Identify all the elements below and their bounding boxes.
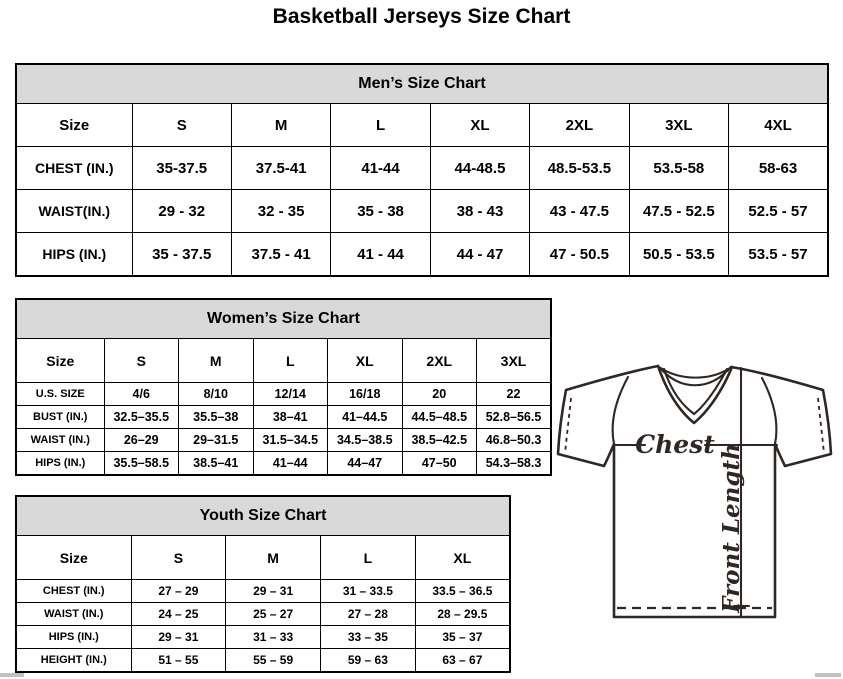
size-cell: 29–31.5 bbox=[179, 429, 254, 452]
chest-label: Chest bbox=[635, 430, 715, 459]
sleeve-stitch-left bbox=[565, 398, 571, 453]
row-label: WAIST (IN.) bbox=[16, 603, 131, 626]
size-cell: 37.5 - 41 bbox=[231, 233, 330, 277]
size-cell: 38.5–41 bbox=[179, 452, 254, 476]
row-label: BUST (IN.) bbox=[16, 406, 104, 429]
table-row bbox=[16, 429, 551, 452]
size-cell: 27 – 28 bbox=[321, 603, 416, 626]
row-label: CHEST (IN.) bbox=[16, 580, 131, 603]
collar-v-inner bbox=[664, 369, 727, 414]
size-cell: 50.5 - 53.5 bbox=[629, 233, 728, 277]
armhole-seam-right bbox=[762, 378, 776, 444]
row-label: U.S. SIZE bbox=[16, 383, 104, 406]
scrollbar-fragment-left[interactable] bbox=[0, 673, 24, 677]
size-cell: 44.5–48.5 bbox=[402, 406, 477, 429]
size-cell: 32 - 35 bbox=[231, 190, 330, 233]
column-header: L bbox=[321, 536, 416, 580]
column-header: S bbox=[131, 536, 226, 580]
table-title: Women’s Size Chart bbox=[16, 299, 551, 339]
size-cell: 33.5 – 36.5 bbox=[415, 580, 510, 603]
row-label: WAIST (IN.) bbox=[16, 429, 104, 452]
size-cell: 41 - 44 bbox=[331, 233, 430, 277]
size-cell: 35.5–58.5 bbox=[104, 452, 179, 476]
column-header: XL bbox=[415, 536, 510, 580]
scrollbar-fragment-right[interactable] bbox=[815, 673, 841, 677]
size-cell: 44 - 47 bbox=[430, 233, 529, 277]
size-cell: 44-48.5 bbox=[430, 147, 529, 190]
column-header: XL bbox=[328, 339, 403, 383]
page-title: Basketball Jerseys Size Chart bbox=[272, 5, 571, 28]
front-length-label: Front Length bbox=[718, 443, 745, 613]
column-header: XL bbox=[430, 104, 529, 147]
size-cell: 38–41 bbox=[253, 406, 328, 429]
table-row bbox=[16, 147, 828, 190]
size-header-row bbox=[16, 536, 510, 580]
column-header: M bbox=[179, 339, 254, 383]
column-header: 2XL bbox=[402, 339, 477, 383]
column-header: 3XL bbox=[477, 339, 552, 383]
size-cell: 25 – 27 bbox=[226, 603, 321, 626]
size-cell: 4/6 bbox=[104, 383, 179, 406]
table-row bbox=[16, 383, 551, 406]
size-cell: 35.5–38 bbox=[179, 406, 254, 429]
size-cell: 53.5 - 57 bbox=[729, 233, 828, 277]
size-cell: 52.5 - 57 bbox=[729, 190, 828, 233]
column-header: 2XL bbox=[530, 104, 629, 147]
size-cell: 54.3–58.3 bbox=[477, 452, 552, 476]
armhole-seam-left bbox=[613, 377, 628, 444]
youth-size-table bbox=[15, 495, 511, 673]
size-cell: 43 - 47.5 bbox=[530, 190, 629, 233]
column-header: L bbox=[331, 104, 430, 147]
mens-size-table bbox=[15, 63, 829, 277]
size-cell: 31 – 33 bbox=[226, 626, 321, 649]
size-cell: 55 – 59 bbox=[226, 649, 321, 673]
size-cell: 34.5–38.5 bbox=[328, 429, 403, 452]
row-label: WAIST(IN.) bbox=[16, 190, 132, 233]
size-cell: 32.5–35.5 bbox=[104, 406, 179, 429]
size-header-row bbox=[16, 104, 828, 147]
table-title: Men’s Size Chart bbox=[16, 64, 828, 104]
table-row bbox=[16, 649, 510, 673]
size-cell: 8/10 bbox=[179, 383, 254, 406]
size-cell: 27 – 29 bbox=[131, 580, 226, 603]
row-label: HIPS (IN.) bbox=[16, 626, 131, 649]
size-cell: 29 - 32 bbox=[132, 190, 231, 233]
size-cell: 51 – 55 bbox=[131, 649, 226, 673]
table-title: Youth Size Chart bbox=[16, 496, 510, 536]
size-cell: 41-44 bbox=[331, 147, 430, 190]
size-cell: 38 - 43 bbox=[430, 190, 529, 233]
size-cell: 47.5 - 52.5 bbox=[629, 190, 728, 233]
size-cell: 12/14 bbox=[253, 383, 328, 406]
size-cell: 35 - 37.5 bbox=[132, 233, 231, 277]
size-cell: 41–44.5 bbox=[328, 406, 403, 429]
column-header: M bbox=[231, 104, 330, 147]
table-title-row bbox=[16, 64, 828, 104]
size-cell: 31.5–34.5 bbox=[253, 429, 328, 452]
size-header-label: Size bbox=[16, 536, 131, 580]
column-header: M bbox=[226, 536, 321, 580]
size-cell: 33 – 35 bbox=[321, 626, 416, 649]
size-cell: 28 – 29.5 bbox=[415, 603, 510, 626]
size-header-label: Size bbox=[16, 104, 132, 147]
table-row bbox=[16, 603, 510, 626]
table-row bbox=[16, 580, 510, 603]
size-cell: 35-37.5 bbox=[132, 147, 231, 190]
row-label: HIPS (IN.) bbox=[16, 452, 104, 476]
size-header-row bbox=[16, 339, 551, 383]
row-label: HEIGHT (IN.) bbox=[16, 649, 131, 673]
size-cell: 52.8–56.5 bbox=[477, 406, 552, 429]
column-header: S bbox=[104, 339, 179, 383]
size-cell: 29 – 31 bbox=[226, 580, 321, 603]
column-header: S bbox=[132, 104, 231, 147]
row-label: HIPS (IN.) bbox=[16, 233, 132, 277]
size-cell: 58-63 bbox=[729, 147, 828, 190]
row-label: CHEST (IN.) bbox=[16, 147, 132, 190]
column-header: L bbox=[253, 339, 328, 383]
size-cell: 47 - 50.5 bbox=[530, 233, 629, 277]
column-header: 3XL bbox=[629, 104, 728, 147]
table-title-row bbox=[16, 496, 510, 536]
table-title-row bbox=[16, 299, 551, 339]
table-row bbox=[16, 190, 828, 233]
table-row bbox=[16, 626, 510, 649]
jersey-measurement-diagram bbox=[553, 356, 843, 656]
size-cell: 46.8–50.3 bbox=[477, 429, 552, 452]
jersey-outline bbox=[558, 366, 831, 617]
size-cell: 38.5–42.5 bbox=[402, 429, 477, 452]
size-cell: 20 bbox=[402, 383, 477, 406]
sleeve-stitch-right bbox=[818, 398, 824, 453]
table-row bbox=[16, 406, 551, 429]
size-header-label: Size bbox=[16, 339, 104, 383]
size-cell: 53.5-58 bbox=[629, 147, 728, 190]
size-cell: 47–50 bbox=[402, 452, 477, 476]
size-cell: 48.5-53.5 bbox=[530, 147, 629, 190]
size-cell: 35 – 37 bbox=[415, 626, 510, 649]
size-cell: 29 – 31 bbox=[131, 626, 226, 649]
size-cell: 37.5-41 bbox=[231, 147, 330, 190]
size-cell: 59 – 63 bbox=[321, 649, 416, 673]
size-cell: 31 – 33.5 bbox=[321, 580, 416, 603]
size-cell: 35 - 38 bbox=[331, 190, 430, 233]
column-header: 4XL bbox=[729, 104, 828, 147]
table-row bbox=[16, 233, 828, 277]
size-cell: 16/18 bbox=[328, 383, 403, 406]
table-row bbox=[16, 452, 551, 476]
size-cell: 22 bbox=[477, 383, 552, 406]
size-cell: 41–44 bbox=[253, 452, 328, 476]
womens-size-table bbox=[15, 298, 552, 476]
size-cell: 24 – 25 bbox=[131, 603, 226, 626]
size-cell: 44–47 bbox=[328, 452, 403, 476]
size-cell: 63 – 67 bbox=[415, 649, 510, 673]
size-cell: 26–29 bbox=[104, 429, 179, 452]
